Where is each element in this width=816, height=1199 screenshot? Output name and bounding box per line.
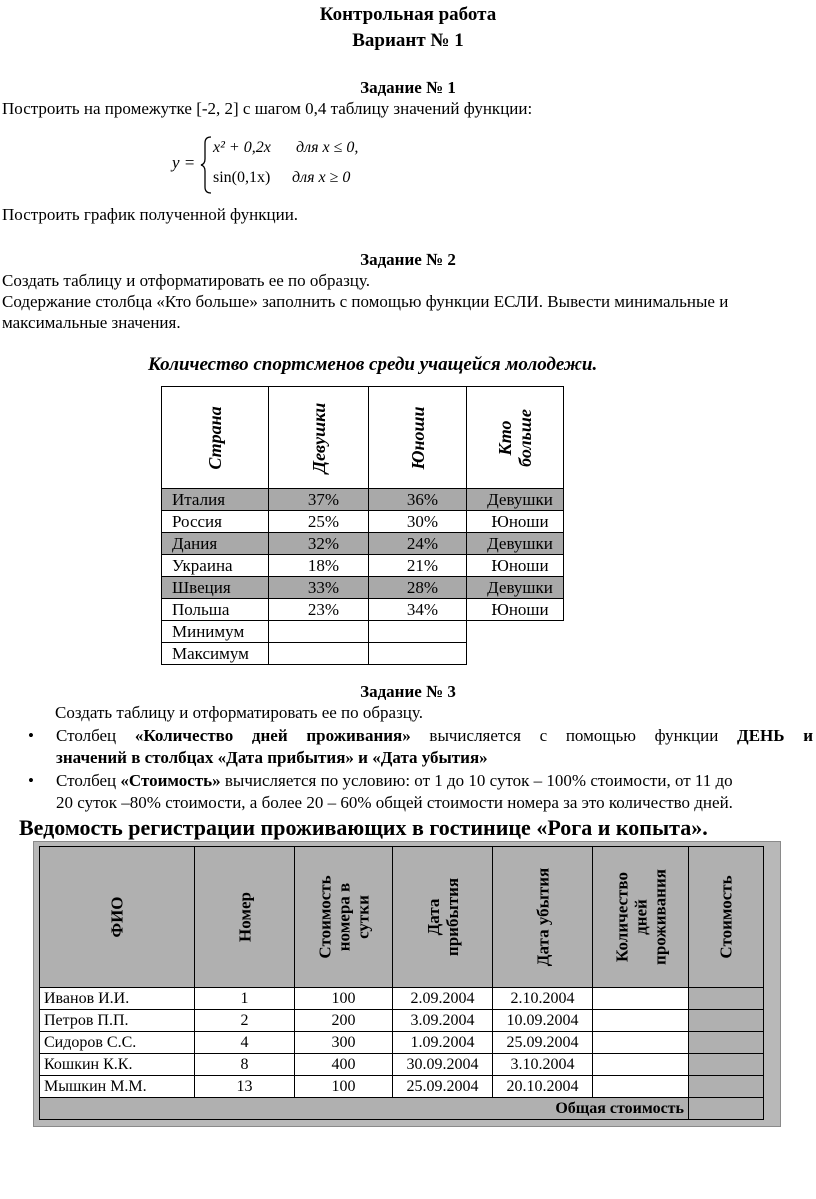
total-value-cell [689,1098,764,1120]
cell-country: Польша [162,599,269,621]
table-row [162,511,564,533]
page-title: Контрольная работа [319,4,497,25]
table-row [162,489,564,511]
header-price: Стоимость номера в сутки [315,875,372,959]
total-label: Общая стоимость [40,1098,689,1120]
max-label: Максимум [162,643,269,665]
cell-days [593,1054,689,1076]
max-girls-cell [269,643,369,665]
cell-price: 400 [295,1054,393,1076]
cell-name: Петров П.П. [40,1010,195,1032]
cell-price: 300 [295,1032,393,1054]
cell-arrive: 1.09.2004 [393,1032,493,1054]
cell-room: 1 [195,988,295,1010]
cell-cost [689,1032,764,1054]
cell-country: Украина [162,555,269,577]
bullet2-line2: 20 суток –80% стоимости, а более 20 – 60% общей стоимости номера за это количество дней. [56,793,733,812]
cell-arrive: 2.09.2004 [393,988,493,1010]
hotel-header-row [40,847,764,988]
table-row [162,599,564,621]
cell-days [593,1032,689,1054]
formula-line1-expr: x² + 0,2x [213,139,271,156]
cell-room: 8 [195,1054,295,1076]
cell-more: Девушки [467,489,564,511]
header-who-more: Кто больше [495,408,535,467]
cell-boys: 36% [369,489,467,511]
cell-country: Италия [162,489,269,511]
cell-name: Мышкин М.М. [40,1076,195,1098]
cell-boys: 30% [369,511,467,533]
bullet2-line1: Столбец «Стоимость» вычисляется по условию: от 1 до 10 суток – 100% стоимости, от 11 до [56,771,733,790]
cell-country: Россия [162,511,269,533]
table-row [162,577,564,599]
table-row [40,1076,764,1098]
cell-boys: 21% [369,555,467,577]
cell-more: Девушки [467,577,564,599]
cell-country: Дания [162,533,269,555]
cell-room: 13 [195,1076,295,1098]
header-days: Количество дней проживания [612,869,669,965]
task2-line2: Содержание столбца «Кто больше» заполнить с помощью функции ЕСЛИ. Вывести минимальные и [2,292,729,311]
hotel-table [39,846,764,1120]
table-row [162,555,564,577]
cell-depart: 2.10.2004 [493,988,593,1010]
brace-icon [199,135,213,195]
cell-price: 200 [295,1010,393,1032]
header-cost: Стоимость [716,875,736,959]
min-row [162,621,564,643]
header-room: Номер [235,892,254,942]
max-row [162,643,564,665]
header-country: Страна [205,405,225,470]
min-boys-cell [369,621,467,643]
min-girls-cell [269,621,369,643]
table-row [40,1010,764,1032]
cell-room: 2 [195,1010,295,1032]
cell-more: Девушки [467,533,564,555]
bullet-icon: • [28,726,34,745]
bullet1-line1: Столбец «Количество дней проживания» вычисляется с помощью функции ДЕНЬ и [56,726,813,745]
cell-girls: 37% [269,489,369,511]
cell-girls: 33% [269,577,369,599]
cell-room: 4 [195,1032,295,1054]
cell-days [593,1076,689,1098]
cell-name: Сидоров С.С. [40,1032,195,1054]
cell-depart: 10.09.2004 [493,1010,593,1032]
cell-price: 100 [295,988,393,1010]
formula-line1-cond: для x ≤ 0, [296,139,359,156]
cell-arrive: 3.09.2004 [393,1010,493,1032]
cell-cost [689,988,764,1010]
task2-line3: максимальные значения. [2,313,181,332]
cell-price: 100 [295,1076,393,1098]
total-row [40,1098,764,1120]
header-arrive: Дата прибытия [423,877,462,957]
cell-depart: 25.09.2004 [493,1032,593,1054]
bullet1-line2: значений в столбцах «Дата прибытия» и «Дата убытия» [56,748,488,767]
header-boys: Юноши [407,405,428,470]
cell-more: Юноши [467,555,564,577]
cell-cost [689,1010,764,1032]
table-row [40,1054,764,1076]
header-fio: ФИО [107,896,127,938]
cell-depart: 20.10.2004 [493,1076,593,1098]
cell-more: Юноши [467,599,564,621]
sports-header-row [162,387,564,489]
table-row [40,1032,764,1054]
cell-name: Иванов И.И. [40,988,195,1010]
task3-heading: Задание № 3 [360,682,456,701]
formula-line2-cond: для x ≥ 0 [292,169,351,186]
bullet-icon: • [28,771,34,790]
table-row [40,988,764,1010]
task1-text2: Построить график полученной функции. [2,205,299,224]
task2-heading: Задание № 2 [360,250,456,269]
cell-girls: 32% [269,533,369,555]
variant-title: Вариант № 1 [352,30,464,51]
formula-line2-expr: sin(0,1x) [213,169,271,186]
cell-days [593,1010,689,1032]
formula-lhs: y = [172,153,196,172]
cell-boys: 28% [369,577,467,599]
max-boys-cell [369,643,467,665]
cell-name: Кошкин К.К. [40,1054,195,1076]
cell-arrive: 30.09.2004 [393,1054,493,1076]
task2-line1: Создать таблицу и отформатировать ее по образцу. [2,271,370,290]
sports-table-title: Количество спортсменов среди учащейся молодежи. [148,354,598,375]
cell-girls: 18% [269,555,369,577]
task3-intro: Создать таблицу и отформатировать ее по образцу. [55,703,423,722]
task1-text: Построить на промежутке [-2, 2] с шагом 0,4 таблицу значений функции: [2,99,533,118]
sports-table [161,386,564,665]
min-label: Минимум [162,621,269,643]
cell-boys: 34% [369,599,467,621]
cell-arrive: 25.09.2004 [393,1076,493,1098]
task1-heading: Задание № 1 [360,78,456,97]
cell-depart: 3.10.2004 [493,1054,593,1076]
cell-girls: 23% [269,599,369,621]
header-girls: Девушки [308,402,329,473]
header-depart: Дата убытия [533,867,552,967]
cell-girls: 25% [269,511,369,533]
cell-country: Швеция [162,577,269,599]
cell-days [593,988,689,1010]
table-row [162,533,564,555]
cell-cost [689,1054,764,1076]
cell-more: Юноши [467,511,564,533]
cell-boys: 24% [369,533,467,555]
cell-cost [689,1076,764,1098]
hotel-table-title: Ведомость регистрации проживающих в гостинице «Рога и копыта». [19,815,708,840]
